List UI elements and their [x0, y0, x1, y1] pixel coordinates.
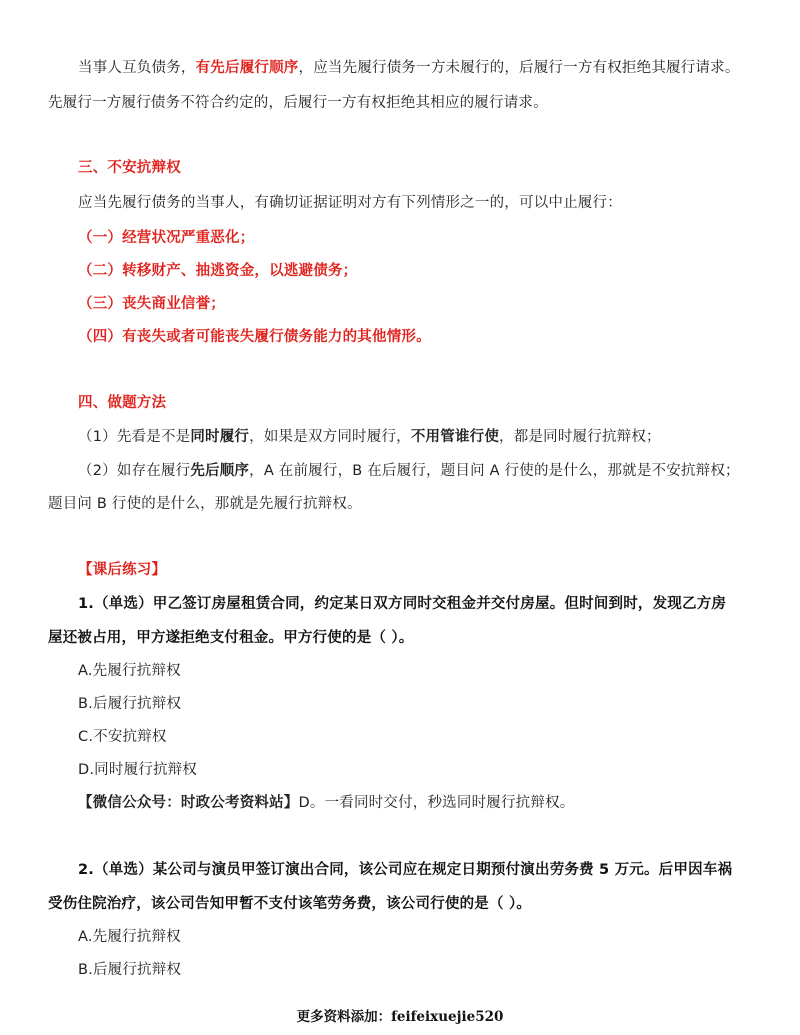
q1-answer — [78, 793, 574, 813]
section4-p1-c: ，如果是双方同时履行， — [249, 429, 411, 445]
section4-p2-line1 — [78, 461, 740, 481]
section4-p2-a: （2）如存在履行 — [78, 463, 191, 479]
section3-item-3: （三）丧失商业信誉； — [78, 296, 225, 312]
section4-heading: 四、做题方法 — [78, 395, 167, 411]
section4-p1 — [78, 427, 661, 447]
q1-option-a: A.先履行抗辩权 — [78, 663, 181, 679]
exercise-heading: 【课后练习】 — [78, 562, 167, 578]
section3-heading: 三、不安抗辩权 — [78, 160, 181, 176]
q2-option-b: B.后履行抗辩权 — [78, 962, 182, 978]
q2-option-a: A.先履行抗辩权 — [78, 929, 181, 945]
q1-stem-line2: 屋还被占用，甲方遂拒绝支付租金。甲方行使的是（ ）。 — [48, 630, 414, 646]
section4-p2-c: ，A 在前履行，B 在后履行，题目问 A 行使的是什么，那就是不安抗辩权； — [249, 463, 740, 479]
section4-p2-b: 先后顺序 — [190, 463, 250, 479]
section3-item-1: （一）经营状况严重恶化； — [78, 230, 255, 246]
q1-answer-source: 【微信公众号：时政公考资料站】 — [78, 795, 299, 811]
section4-p1-e: ，都是同时履行抗辩权； — [499, 429, 661, 445]
footer-contact: 更多资料添加：feifeixuejie520 — [296, 1009, 504, 1025]
q1-option-b: B.后履行抗辩权 — [78, 696, 182, 712]
section3-item-2: （二）转移财产、抽逃资金，以逃避债务； — [78, 263, 358, 279]
q2-stem-line2: 受伤住院治疗，该公司告知甲暂不支付该笔劳务费，该公司行使的是（ ）。 — [48, 896, 532, 912]
q1-option-d: D.同时履行抗辩权 — [78, 762, 198, 778]
q1-stem-line1: 1.（单选）甲乙签订房屋租赁合同，约定某日双方同时交租金并交付房屋。但时间到时，发现乙方房 — [78, 596, 727, 612]
section4-p1-a: （1）先看是不是 — [78, 429, 191, 445]
section3-intro: 应当先履行债务的当事人，有确切证据证明对方有下列情形之一的，可以中止履行： — [78, 195, 622, 211]
para1-emphasis: 有先后履行顺序 — [195, 60, 299, 76]
section4-p1-d: 不用管谁行使 — [410, 429, 500, 445]
section4-p1-b: 同时履行 — [190, 429, 250, 445]
section3-item-4: （四）有丧失或者可能丧失履行债务能力的其他情形。 — [78, 329, 431, 345]
para1-text-a: 当事人互负债务， — [78, 60, 196, 76]
section4-p2-line2: 题目问 B 行使的是什么，那就是先履行抗辩权。 — [48, 496, 362, 512]
para1-line1 — [78, 58, 740, 78]
q2-stem-line1: 2.（单选）某公司与演员甲签订演出合同，该公司应在规定日期预付演出劳务费 5 万元。后甲因车祸 — [78, 862, 733, 878]
para1-line2: 先履行一方履行债务不符合约定的，后履行一方有权拒绝其相应的履行请求。 — [48, 95, 548, 111]
q1-answer-text: D。一看同时交付，秒选同时履行抗辩权。 — [298, 795, 575, 811]
para1-text-c: ，应当先履行债务一方未履行的，后履行一方有权拒绝其履行请求。 — [298, 60, 740, 76]
q1-option-c: C.不安抗辩权 — [78, 729, 167, 745]
